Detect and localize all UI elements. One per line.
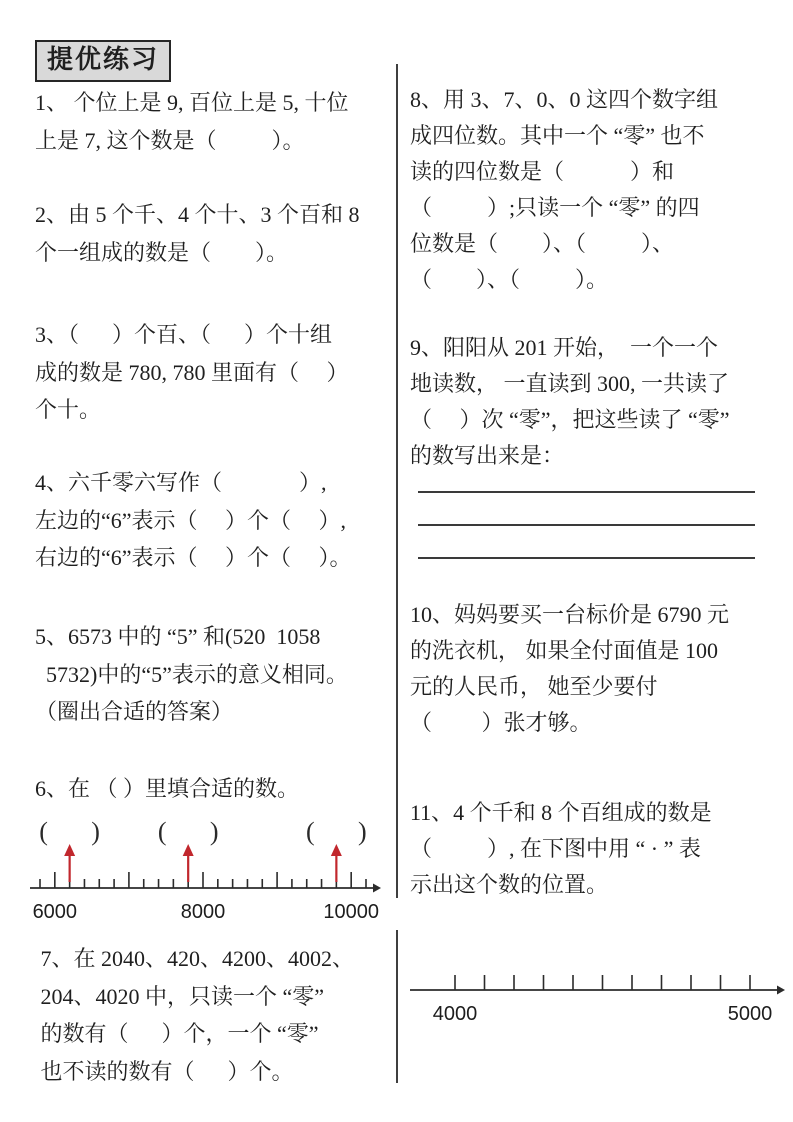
question-line: （ ）次 “零”，把这些读了 “零” <box>410 407 730 432</box>
question-line: 成的数是 780, 780 里面有（ ） <box>35 359 349 385</box>
question-1 <box>35 84 395 159</box>
question-3 <box>35 316 395 429</box>
question-line: 个一组成的数是（ ）。 <box>35 239 289 265</box>
question-2 <box>35 196 395 271</box>
numberline-q6 <box>30 806 382 929</box>
question-line: 右边的“6”表示（ ）个（ ）。 <box>35 545 352 570</box>
tick-label: 10000 <box>323 901 379 923</box>
blank-paren-open: ( <box>39 817 48 846</box>
question-line: （圈出合适的答案） <box>35 699 234 724</box>
question-4 <box>35 464 395 577</box>
question-line: 地读数， 一直读到 300, 一共读了 <box>410 371 730 396</box>
question-line: 也不读的数有（ ）个。 <box>35 1058 294 1084</box>
blank-paren-close: ) <box>91 817 100 846</box>
question-line: 上是 7, 这个数是（ ）。 <box>35 127 305 153</box>
question-line: 9、阳阳从 201 开始， 一个一个 <box>410 335 719 360</box>
question-11 <box>410 795 792 903</box>
question-line: （ ）, 在下图中用 “ · ” 表 <box>410 836 701 861</box>
column-divider-top <box>396 64 398 898</box>
question-line: 成四位数。其中一个 “零” 也不 <box>410 123 705 148</box>
question-line: 4、六千零六写作（ ）, <box>35 470 327 495</box>
question-10 <box>410 597 792 741</box>
question-line: 的数有（ ）个，一个 “零” <box>35 1021 319 1046</box>
answer-line-1 <box>418 491 755 493</box>
pointer-arrow-icon <box>183 844 194 856</box>
pointer-arrow-icon <box>64 844 75 856</box>
blank-paren-close: ) <box>358 817 367 846</box>
question-line: 2、由 5 个千、4 个十、3 个百和 8 <box>35 202 360 227</box>
question-line: 1、 个位上是 9, 百位上是 5, 十位 <box>35 90 349 115</box>
question-line: 8、用 3、7、0、0 这四个数字组 <box>410 87 719 112</box>
question-line: 的数写出来是： <box>410 443 565 468</box>
question-line: 11、4 个千和 8 个百组成的数是 <box>410 800 712 825</box>
axis-arrowhead-icon <box>777 986 785 995</box>
worksheet-title: 提优练习 <box>47 45 160 74</box>
numberline-svg <box>30 806 382 924</box>
tick-label: 4000 <box>432 1003 478 1025</box>
column-divider-bottom <box>396 930 398 1083</box>
question-6 <box>35 770 395 808</box>
question-line: 读的四位数是（ ）和 <box>410 159 675 184</box>
pointer-arrow-icon <box>331 844 342 856</box>
question-line: 3、（ ）个百、（ ）个十组 <box>35 322 333 347</box>
question-line: 10、妈妈要买一台标价是 6790 元 <box>410 602 730 627</box>
worksheet-title-box <box>35 40 171 82</box>
question-line: （ ）、（ ）。 <box>410 267 609 292</box>
tick-label: 5000 <box>727 1003 773 1025</box>
tick-label: 8000 <box>180 901 226 923</box>
question-line: 元的人民币， 她至少要付 <box>410 674 658 699</box>
answer-line-3 <box>418 557 755 559</box>
axis-arrowhead-icon <box>373 884 381 893</box>
question-line: 个十。 <box>35 397 102 422</box>
blank-paren-close: ) <box>209 817 219 846</box>
question-9 <box>410 330 792 474</box>
blank-paren-open: ( <box>306 817 315 846</box>
question-8 <box>410 82 792 298</box>
tick-label: 6000 <box>32 901 78 923</box>
question-line: 6、在 （ ）里填合适的数。 <box>35 776 300 801</box>
numberline-q11 <box>408 952 786 1035</box>
question-line: 的洗衣机， 如果全付面值是 100 <box>410 638 719 663</box>
question-line: 示出这个数的位置。 <box>410 872 609 897</box>
question-line: （ ）;只读一个 “零” 的四 <box>410 195 700 220</box>
question-line: 左边的“6”表示（ ）个（ ）, <box>35 507 347 533</box>
blank-paren-open: ( <box>157 817 167 846</box>
question-line: 位数是（ ）、（ ）、 <box>410 231 675 256</box>
question-7 <box>35 940 395 1090</box>
question-line: 5732)中的“5”表示的意义相同。 <box>35 661 348 687</box>
question-line: 204、4020 中，只读一个 “零” <box>35 983 325 1009</box>
question-line: 7、在 2040、420、4200、4002、 <box>35 946 355 971</box>
question-line: （ ）张才够。 <box>410 710 592 735</box>
numberline-svg <box>408 952 786 1030</box>
answer-line-2 <box>418 524 755 526</box>
question-5 <box>35 618 395 731</box>
question-line: 5、6573 中的 “5” 和(520 1058 <box>35 624 321 649</box>
